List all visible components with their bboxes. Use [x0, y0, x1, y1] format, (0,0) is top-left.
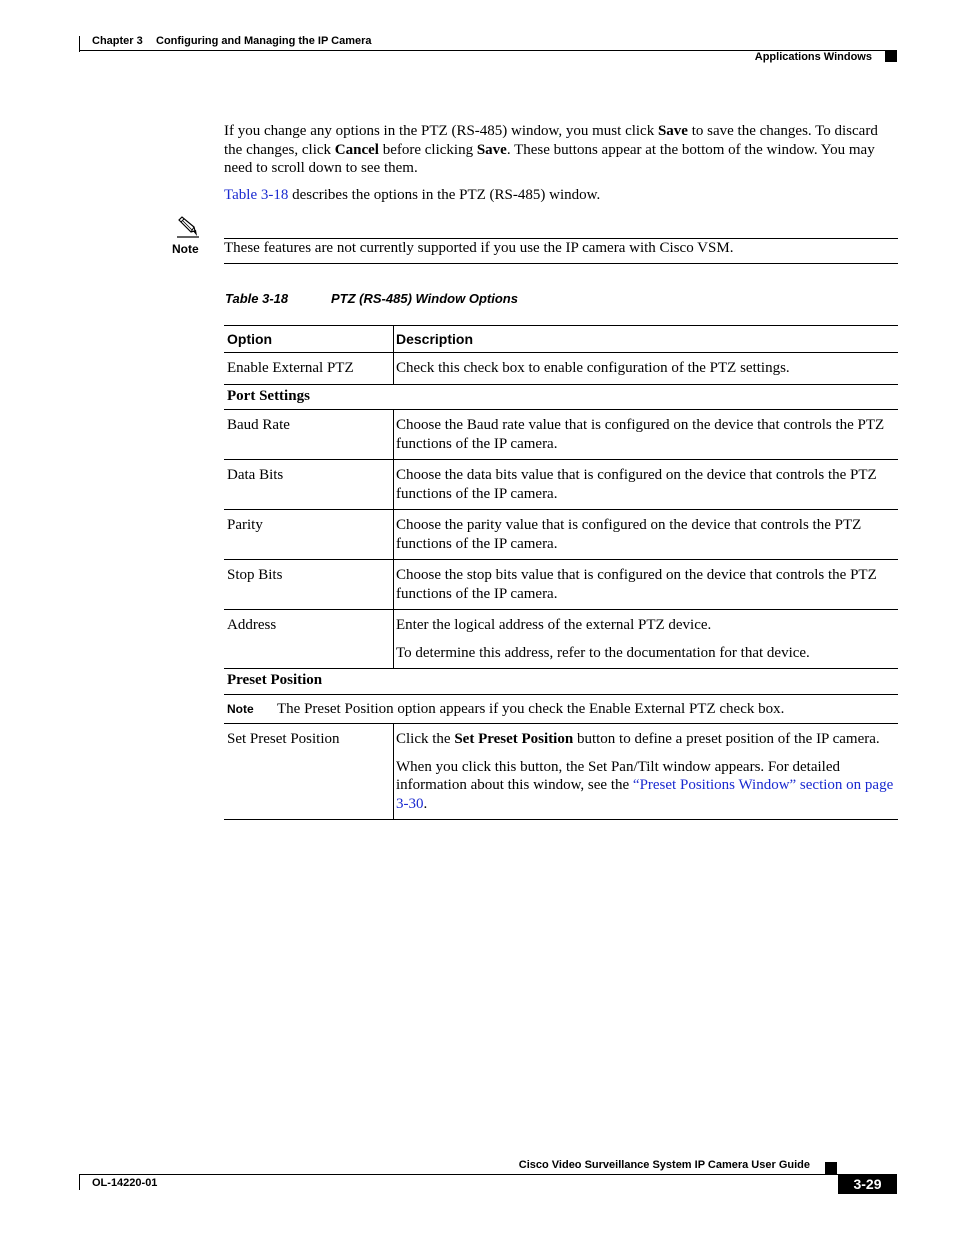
footer-marker [825, 1162, 837, 1174]
table-row [224, 353, 898, 385]
description-text: When you click this button, the Set Pan/Tilt window appears. For detailed information about this window, see the [396, 758, 840, 793]
preset-note-cell [224, 694, 898, 724]
footer-rule-vertical [79, 1174, 80, 1190]
description-text: Click the [396, 731, 455, 747]
column-header-description: Description [394, 326, 899, 353]
header-chapter-title: Configuring and Managing the IP Camera [156, 35, 372, 47]
intro-text: . These buttons appear at the bottom of the window. You may need to scroll down to see them. [224, 141, 875, 176]
description-paragraph: Enter the logical address of the external PTZ device. [396, 617, 712, 633]
preset-positions-window-link[interactable]: “Preset Positions Window” section on page 3-30 [396, 777, 894, 812]
footer-guide-title: Cisco Video Surveillance System IP Camera User Guide [518, 1159, 810, 1171]
preset-note-label: Note [227, 701, 254, 716]
table-3-18-link[interactable]: Table 3-18 [224, 187, 289, 203]
cancel-term: Cancel [334, 141, 379, 158]
table-row [224, 510, 898, 560]
option-cell: Baud Rate [224, 410, 394, 460]
description-cell [394, 610, 899, 669]
set-preset-position-term: Set Preset Position [454, 731, 574, 747]
option-cell: Set Preset Position [224, 724, 394, 820]
intro-text: before clicking [378, 141, 477, 158]
header-section: Applications Windows [754, 51, 872, 63]
footer-rule [79, 1174, 897, 1175]
pencil-icon [176, 216, 200, 243]
section-heading: Port Settings [224, 384, 898, 410]
option-cell: Enable External PTZ [224, 353, 394, 385]
intro-text: If you change any options in the PTZ (RS-485) window, you must click [224, 123, 658, 139]
table-title: PTZ (RS-485) Window Options [331, 291, 518, 306]
intro-text: to save the changes. To discard the changes, click [224, 123, 878, 158]
option-cell: Address [224, 610, 394, 669]
section-heading: Preset Position [224, 669, 898, 695]
note-rule-bottom [224, 263, 898, 264]
description-text: button to define a preset position of the IP camera. [573, 731, 880, 747]
header-chapter: Chapter 3 [92, 35, 143, 47]
description-paragraph: To determine this address, refer to the documentation for that device. [396, 644, 810, 661]
description-text: . [423, 795, 428, 812]
table-row [224, 610, 898, 669]
description-cell: Choose the Baud rate value that is configured on the device that controls the PTZ functions of the IP camera. [394, 410, 899, 460]
description-cell: Check this check box to enable configuration of the PTZ settings. [394, 353, 899, 385]
footer-doc-number: OL-14220-01 [92, 1177, 158, 1189]
save-term: Save [657, 123, 688, 139]
page-number: 3-29 [838, 1175, 897, 1194]
description-cell: Choose the parity value that is configured on the device that controls the PTZ functions of the IP camera. [394, 510, 899, 560]
description-cell: Choose the data bits value that is configured on the device that controls the PTZ functions of the IP camera. [394, 460, 899, 510]
section-row-preset-position [224, 669, 898, 695]
preset-note-text: The Preset Position option appears if you check the Enable External PTZ check box. [277, 700, 785, 717]
description-cell: Choose the stop bits value that is configured on the device that controls the PTZ functions of the IP camera. [394, 560, 899, 610]
option-cell: Data Bits [224, 460, 394, 510]
option-cell: Parity [224, 510, 394, 560]
table-number: Table 3-18 [225, 291, 289, 306]
note-rule-top [224, 238, 898, 239]
table-row [224, 724, 898, 820]
table-reference-paragraph [224, 186, 892, 205]
intro-paragraph [224, 122, 892, 178]
preset-note-row [224, 694, 898, 724]
description-cell [394, 724, 899, 820]
table-header-row [224, 326, 898, 353]
header-marker [885, 51, 897, 62]
description-paragraph [396, 758, 895, 814]
note-label: Note [172, 242, 199, 256]
description-paragraph [396, 730, 895, 749]
column-header-option: Option [224, 326, 394, 353]
section-row-port-settings [224, 384, 898, 410]
table-row [224, 460, 898, 510]
ptz-options-table [224, 325, 898, 820]
save-term: Save [476, 141, 507, 158]
table-row [224, 560, 898, 610]
table-reference-text: describes the options in the PTZ (RS-485) window. [288, 187, 601, 203]
option-cell: Stop Bits [224, 560, 394, 610]
table-row [224, 410, 898, 460]
note-text: These features are not currently supported if you use the IP camera with Cisco VSM. [224, 240, 734, 256]
